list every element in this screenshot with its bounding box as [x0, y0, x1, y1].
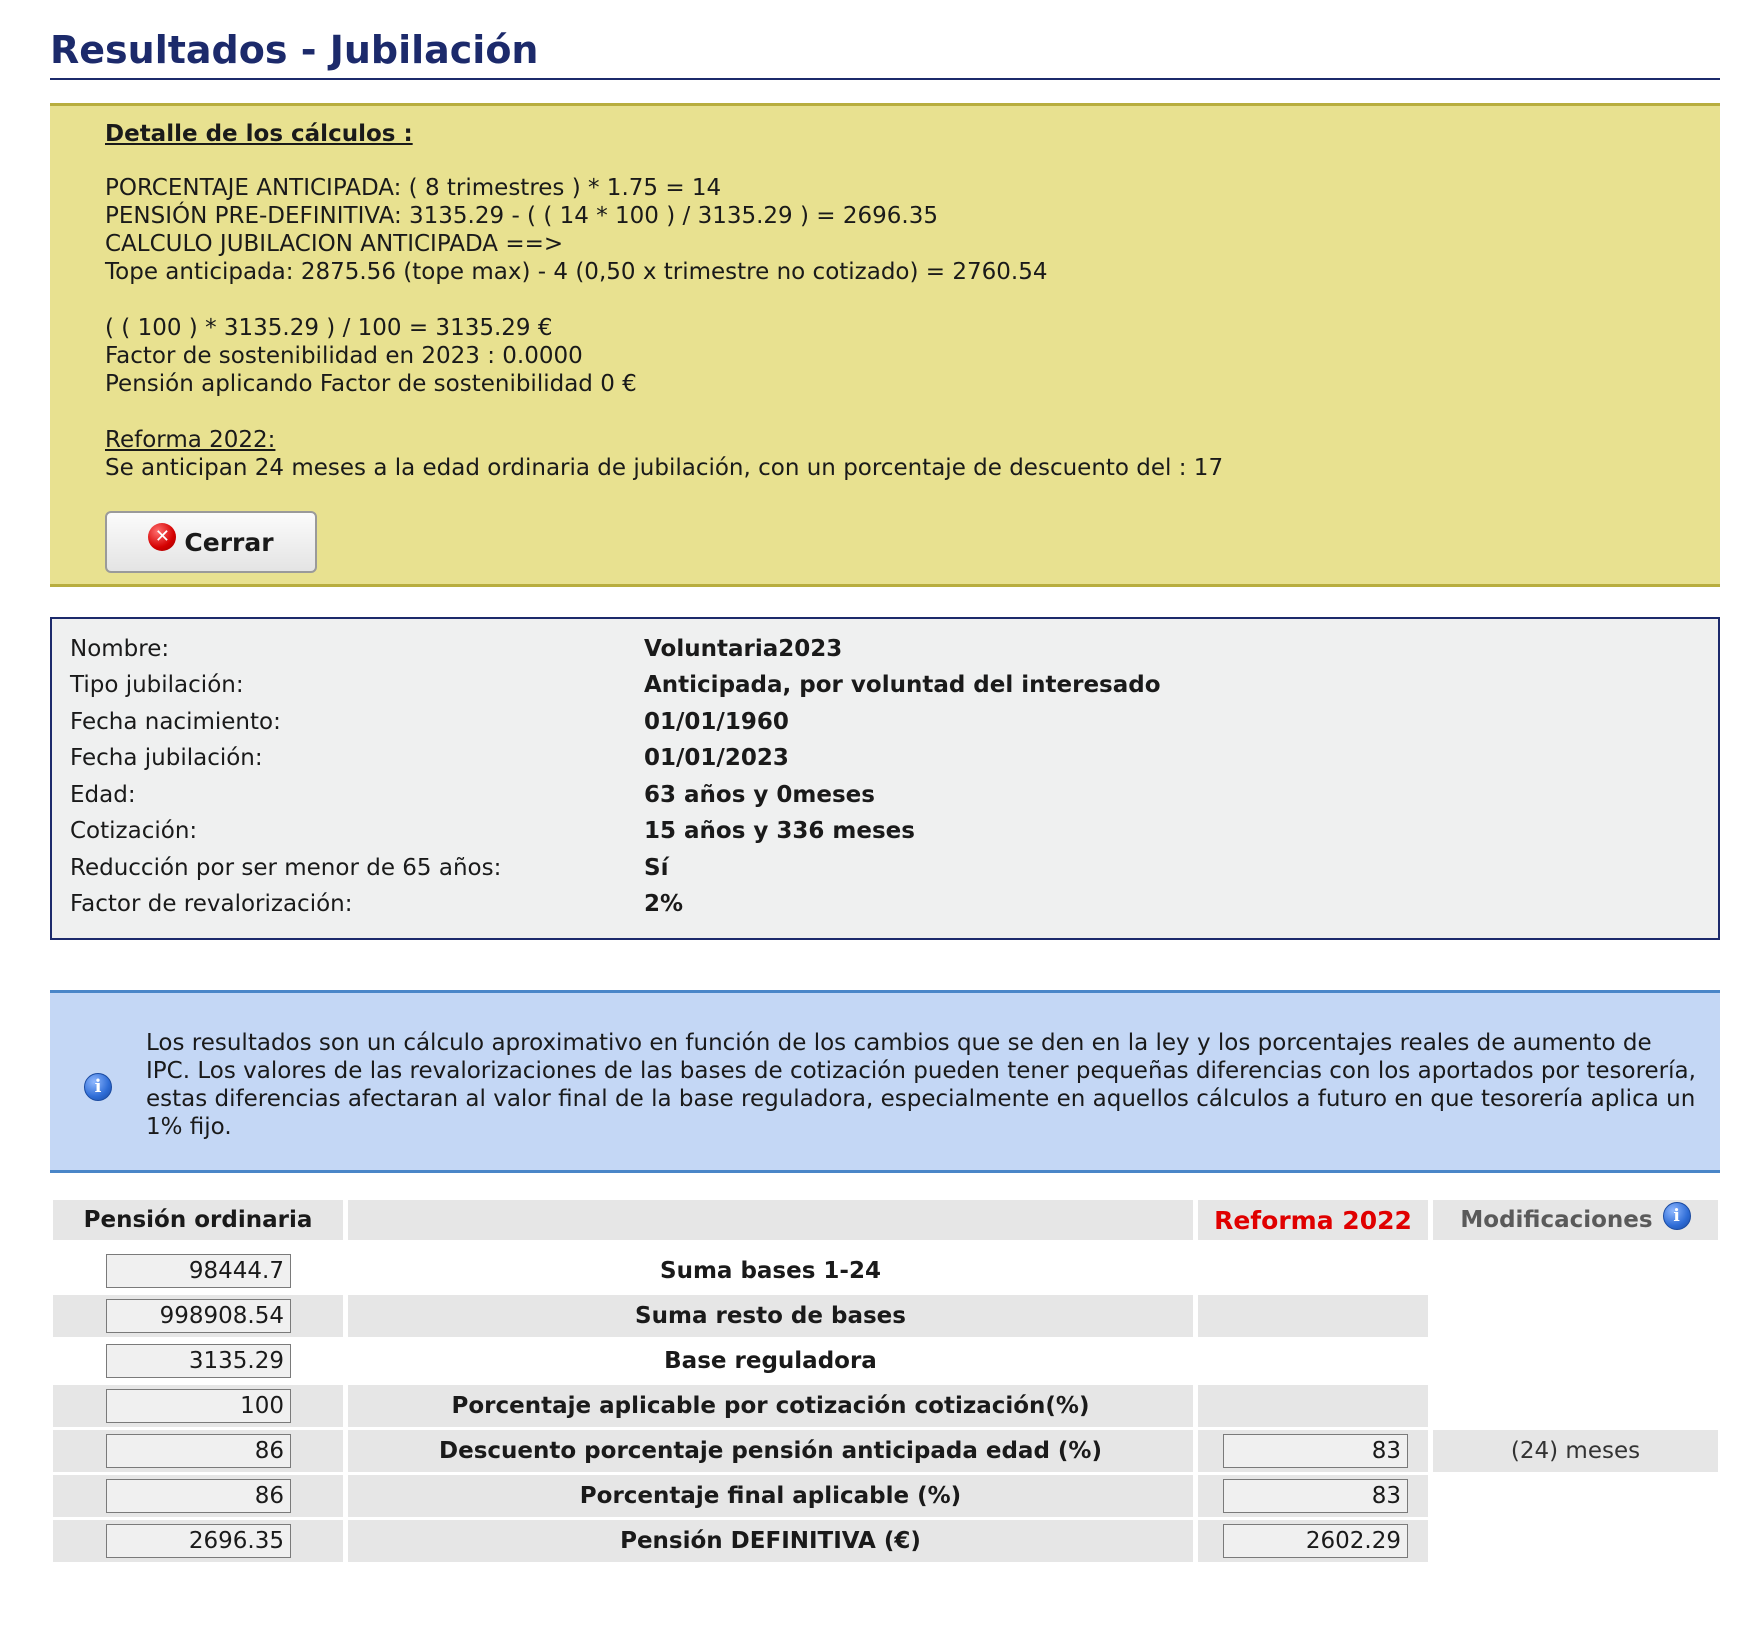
calculation-details-panel [50, 103, 1720, 587]
disclaimer-text: Los resultados son un cálculo aproximativo en función de los cambios que se den en la ley y los porcentajes reales de aumento de IPC. Los valores de las revalorizaciones de las bases de cotización pueden tener pequeñas diferencias con los aportados por tesorería, estas diferencias afectaran al valor final de la base reguladora, especialmente en aquellos cálculos a futuro en que tesorería aplica un 1% fijo. [146, 1030, 1696, 1140]
ordinaria-value: 2696.35 [106, 1524, 291, 1558]
concept-label: Suma resto de bases [348, 1295, 1193, 1337]
close-button-label: Cerrar [184, 527, 274, 557]
summary-label: Fecha nacimiento: [70, 709, 281, 735]
ordinaria-value: 3135.29 [106, 1344, 291, 1378]
details-line: PENSIÓN PRE-DEFINITIVA: 3135.29 - ( ( 14 * 100 ) / 3135.29 ) = 2696.35 [105, 203, 938, 229]
reforma-line: Se anticipan 24 meses a la edad ordinaria de jubilación, con un porcentaje de descuento del : 17 [105, 455, 1224, 481]
header-modificaciones [1433, 1200, 1718, 1240]
summary-value: 15 años y 336 meses [644, 818, 915, 844]
details-line: Tope anticipada: 2875.56 (tope max) - 4 (0,50 x trimestre no cotizado) = 2760.54 [105, 259, 1048, 285]
pension-summary-box [50, 617, 1720, 940]
modificaciones-value: (24) meses [1433, 1430, 1718, 1472]
close-icon: ✕ [148, 523, 176, 551]
summary-value: Anticipada, por voluntad del interesado [644, 672, 1161, 698]
concept-label: Suma bases 1-24 [660, 1258, 881, 1284]
reforma-cell [1198, 1385, 1428, 1427]
concept-label: Porcentaje aplicable por cotización cotización(%) [348, 1385, 1193, 1427]
details-line: PORCENTAJE ANTICIPADA: ( 8 trimestres ) * 1.75 = 14 [105, 175, 722, 201]
summary-value: 01/01/2023 [644, 745, 789, 771]
close-button[interactable] [105, 511, 317, 573]
summary-value: Voluntaria2023 [644, 636, 843, 662]
concept-label: Porcentaje final aplicable (%) [348, 1475, 1193, 1517]
summary-label: Reducción por ser menor de 65 años: [70, 855, 502, 881]
summary-label: Cotización: [70, 818, 198, 844]
details-heading: Detalle de los cálculos : [105, 121, 413, 147]
reforma-value: 83 [1223, 1434, 1408, 1468]
modificaciones-label: Modificaciones [1460, 1207, 1653, 1233]
ordinaria-value: 998908.54 [106, 1299, 291, 1333]
summary-label: Factor de revalorización: [70, 891, 353, 917]
details-line: Factor de sostenibilidad en 2023 : 0.0000 [105, 343, 583, 369]
disclaimer-notice [50, 990, 1720, 1173]
ordinaria-value: 98444.7 [106, 1254, 291, 1288]
reforma-value: 2602.29 [1223, 1524, 1408, 1558]
details-line: ( ( 100 ) * 3135.29 ) / 100 = 3135.29 € [105, 315, 553, 341]
summary-value: 63 años y 0meses [644, 782, 875, 808]
concept-label: Base reguladora [664, 1348, 877, 1374]
summary-value: Sí [644, 855, 669, 881]
summary-label: Nombre: [70, 636, 170, 662]
summary-label: Tipo jubilación: [70, 672, 244, 698]
concept-label: Descuento porcentaje pensión anticipada edad (%) [348, 1430, 1193, 1472]
page-title: Resultados - Jubilación [50, 28, 1720, 80]
concept-label: Pensión DEFINITIVA (€) [348, 1520, 1193, 1562]
summary-value: 2% [644, 891, 684, 917]
reforma-cell [1198, 1295, 1428, 1337]
reforma-value: 83 [1223, 1479, 1408, 1513]
info-icon[interactable]: i [1663, 1202, 1691, 1230]
ordinaria-value: 86 [106, 1479, 291, 1513]
info-icon: i [84, 1073, 112, 1101]
summary-value: 01/01/1960 [644, 709, 789, 735]
ordinaria-value: 100 [106, 1389, 291, 1423]
details-line: CALCULO JUBILACION ANTICIPADA ==> [105, 231, 564, 257]
header-concept [348, 1200, 1193, 1240]
details-line: Pensión aplicando Factor de sostenibilidad 0 € [105, 371, 637, 397]
summary-label: Fecha jubilación: [70, 745, 263, 771]
reforma-heading: Reforma 2022: [105, 427, 276, 453]
header-pension-ordinaria: Pensión ordinaria [53, 1200, 343, 1240]
header-reforma-2022: Reforma 2022 [1198, 1200, 1428, 1240]
summary-label: Edad: [70, 782, 136, 808]
ordinaria-value: 86 [106, 1434, 291, 1468]
